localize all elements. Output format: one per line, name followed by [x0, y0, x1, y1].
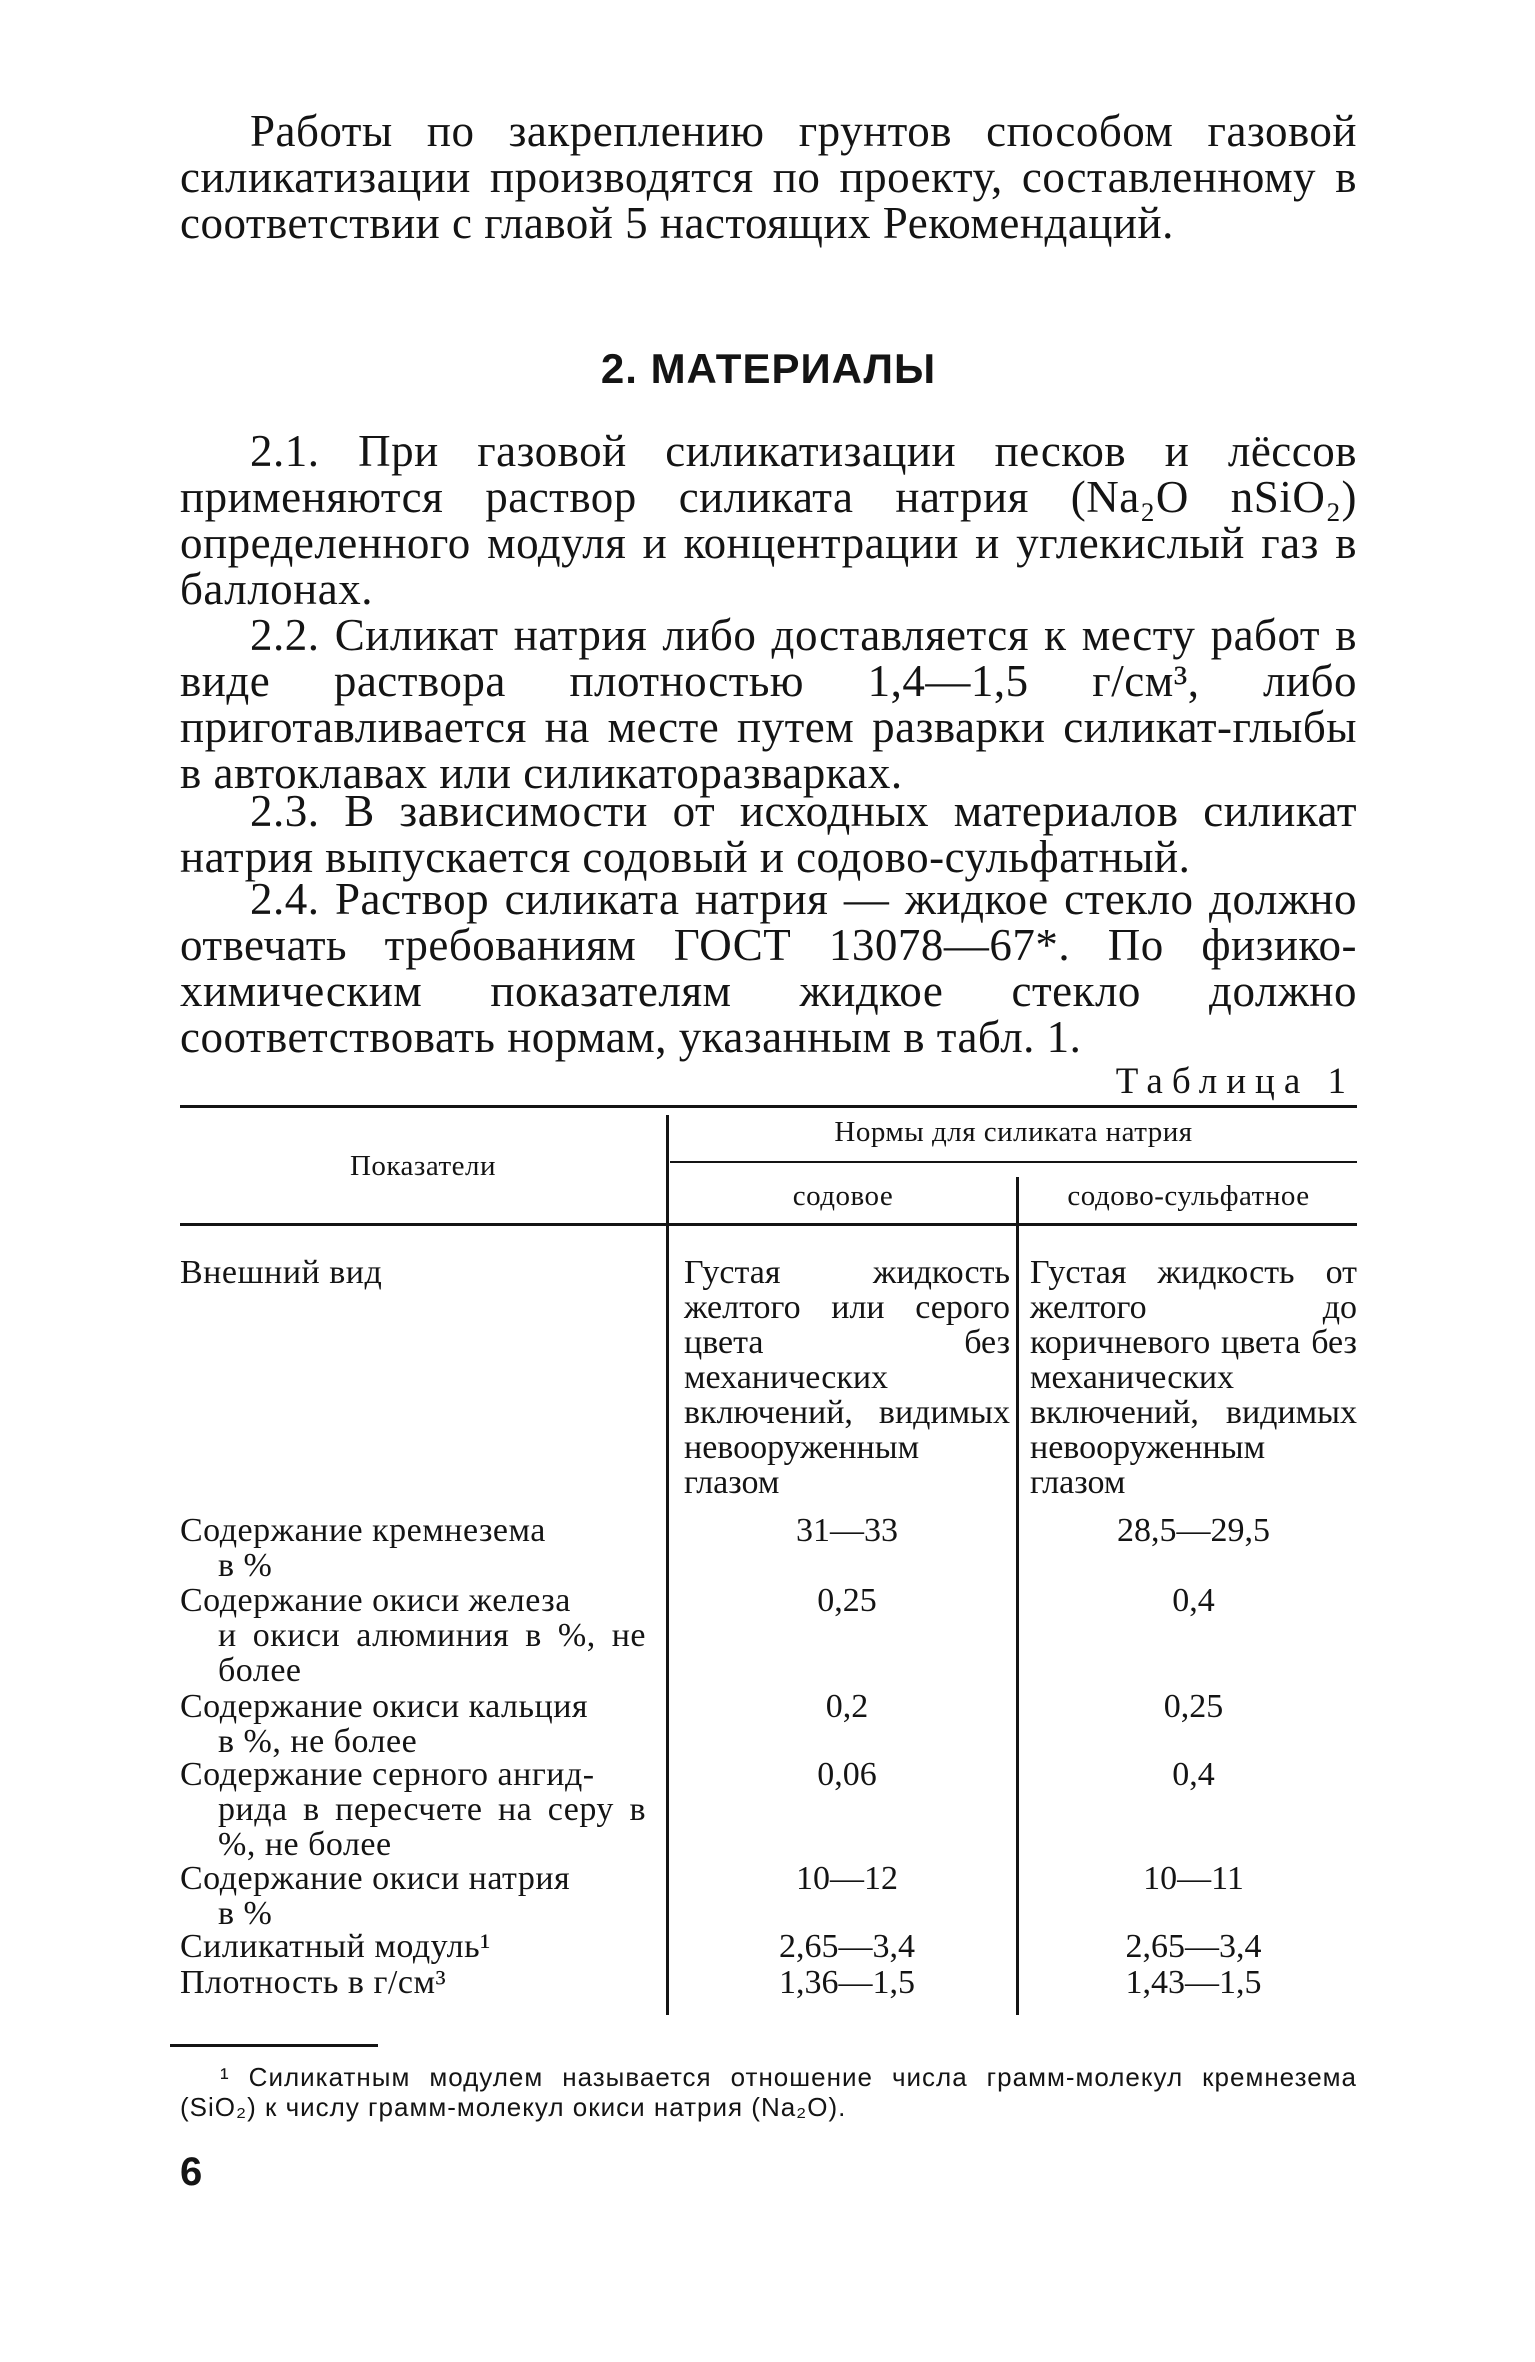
indicator-cell: [180, 1583, 646, 1688]
indicator-cell: [180, 1757, 646, 1862]
indicator-cell: [180, 1689, 646, 1759]
indicator-lead: Содержание серного ангид-: [180, 1756, 595, 1793]
paragraph-2-4: 2.4. Раствор силиката натрия — жидкое стекло должно отвечать требованиям ГОСТ 13078—67*. По физико-химическим показателям жидкое стекло должно соответствовать нормам, указанным в табл. 1.: [180, 874, 1357, 1062]
soda-value: 0,25: [817, 1582, 877, 1619]
indicator-cell: [180, 1965, 646, 2000]
header-soda: содовое: [792, 1180, 894, 1212]
indicator-cell: [180, 1861, 646, 1931]
indicator-rest: в %: [218, 1547, 273, 1584]
sulfate-value: 28,5—29,5: [1117, 1512, 1270, 1549]
indicator-lead: Содержание окиси натрия: [180, 1860, 571, 1897]
paragraph-2-3: 2.3. В зависимости от исходных материалов силикат натрия выпускается содовый и содово-сульфатный.: [180, 786, 1357, 882]
paragraph-2-2: 2.2. Силикат натрия либо доставляется к месту работ в виде раствора плотностью 1,4—1,5 г/см³, либо приготавливается на месте путем разварки силикат-глыбы в автоклавах или силикаторазварках.: [180, 610, 1357, 798]
soda-value: 2,65—3,4: [779, 1928, 915, 1965]
sulfate-value: 0,4: [1172, 1582, 1215, 1619]
table-divider-left: [666, 1115, 669, 2015]
soda-value: 0,2: [825, 1688, 869, 1725]
footnote: ¹ Силикатным модулем называется отношение числа грамм-молекул кремнезема (SiO₂) к числу грамм-молекул окиси натрия (Na₂O).: [180, 2062, 1357, 2122]
soda-value: 31—33: [796, 1512, 898, 1549]
indicator-lead: Плотность в г/см³: [180, 1964, 447, 2001]
sulfate-value: 1,43—1,5: [1125, 1964, 1262, 2001]
indicator-lead: Содержание окиси железа: [180, 1582, 571, 1619]
norms-table: [180, 1105, 1357, 2025]
section-heading: 2. МАТЕРИАЛЫ: [600, 345, 937, 392]
indicator-rest: рида в пересчете на серу в %, не более: [218, 1791, 646, 1863]
sulfate-value: 2,65—3,4: [1125, 1928, 1262, 1965]
table-top-rule: [180, 1105, 1357, 1108]
sulfate-value: Густая жидкость от желтого до коричневого цвета без механических включений, видимых невооруженным глазом: [1030, 1254, 1357, 1501]
indicator-lead: Силикатный модуль¹: [180, 1928, 491, 1965]
table-header-bottom-rule: [180, 1223, 1357, 1226]
page-number: 6: [180, 2150, 203, 2194]
paragraph-2-1: 2.1. При газовой силикатизации песков и лёссов применяются раствор силиката натрия (Na₂O nSiO₂) определенного модуля и концентрации и углекислый газ в баллонах.: [180, 426, 1357, 614]
indicator-rest: и окиси алюминия в %, не более: [218, 1617, 646, 1689]
indicator-rest: в %, не более: [218, 1723, 418, 1760]
indicator-lead: Содержание окиси кальция: [180, 1688, 589, 1725]
indicator-cell: [180, 1929, 646, 1964]
footnote-rule: [170, 2044, 378, 2047]
soda-value: 0,06: [817, 1756, 877, 1793]
table-caption: Таблица 1: [1115, 1061, 1355, 1102]
table-subheader-rule: [670, 1161, 1357, 1163]
soda-value: 10—12: [796, 1860, 898, 1897]
header-soda-sulfate: содово-сульфатное: [1067, 1180, 1310, 1212]
indicator-lead: Внешний вид: [180, 1254, 383, 1291]
intro-paragraph: Работы по закреплению грунтов способом газовой силикатизации производятся по проекту, составленному в соответствии с главой 5 настоящих Рекомендаций.: [180, 106, 1357, 248]
sulfate-value: 10—11: [1143, 1860, 1244, 1897]
indicator-cell: [180, 1513, 646, 1583]
soda-value: 1,36—1,5: [779, 1964, 915, 2001]
indicator-lead: Содержание кремнезема: [180, 1512, 546, 1549]
header-norms: Нормы для силиката натрия: [834, 1116, 1193, 1148]
header-indicators: Показатели: [349, 1150, 497, 1182]
sulfate-value: 0,25: [1163, 1688, 1224, 1725]
sulfate-value: 0,4: [1172, 1756, 1215, 1793]
table-divider-right: [1016, 1177, 1019, 2015]
indicator-rest: в %: [218, 1895, 273, 1932]
soda-value: Густая жидкость желтого или серого цвета без механических включений, видимых невооруженным глазом: [684, 1254, 1010, 1501]
indicator-cell: [180, 1255, 646, 1290]
